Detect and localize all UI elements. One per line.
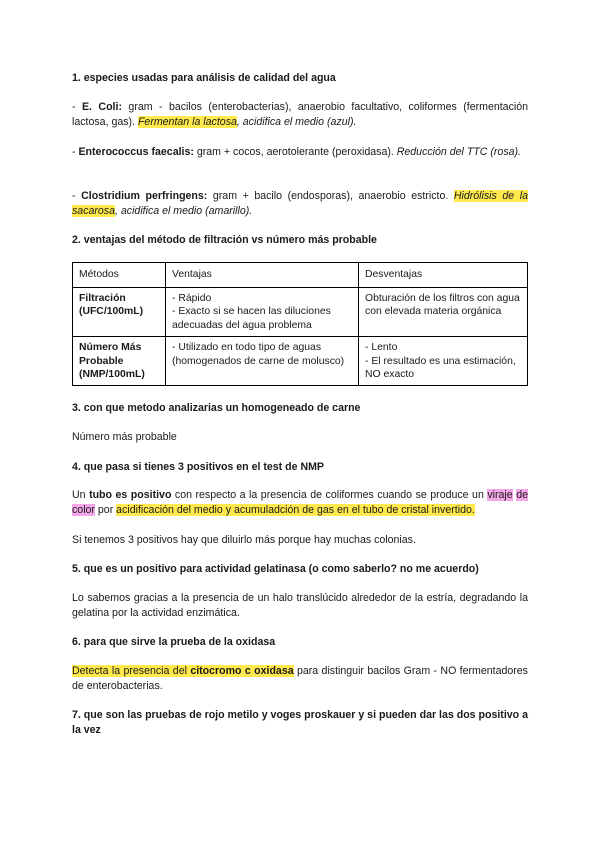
q3-heading: 3. con que metodo analizarias un homogeneado de carne	[72, 402, 361, 414]
methods-table	[72, 262, 528, 386]
q6-answer: Detecta la presencia del citocromo c oxidasa para distinguir bacilos Gram - NO fermentadores de enterobacterias.	[72, 665, 528, 692]
ecoli-name: E. Coli:	[81, 101, 122, 113]
method-cell: Filtración (UFC/100mL)	[73, 288, 166, 337]
q6-heading: 6. para que sirve la prueba de la oxidasa	[72, 636, 276, 648]
disadvantages-cell: Obturación de los filtros con agua con elevada materia orgánica	[359, 288, 528, 337]
q1-clostridium-paragraph: - Clostridium perfringens: gram + bacilo (endosporas), anaerobio estricto. Hidrólisis de la sacarosa, acidifica el medio (amarillo).	[72, 190, 528, 217]
advantages-cell: - Utilizado en todo tipo de aguas (homogenados de carne de molusco)	[166, 337, 359, 386]
advantages-cell: - Rápido - Exacto si se hacen las diluciones adecuadas del agua problema	[166, 288, 359, 337]
q3-answer: Número más probable	[72, 431, 177, 443]
table-header: Desventajas	[359, 263, 528, 288]
q1-ecoli-paragraph: - E. Coli: gram - bacilos (enterobacterias), anaerobio facultativo, coliformes (fermentación lactosa, gas). Fermentan la lactosa, acidifica el medio (azul).	[72, 101, 528, 128]
q4-heading: 4. que pasa si tienes 3 positivos en el test de NMP	[72, 461, 324, 473]
table-row	[73, 337, 528, 386]
enterococcus-name: Enterococcus faecalis:	[78, 146, 194, 158]
clostridium-highlight: Hidrólisis de la sacarosa	[72, 190, 528, 217]
q1-enterococcus-paragraph: - Enterococcus faecalis: gram + cocos, aerotolerante (peroxidasa). Reducción del TTC (rosa).	[72, 146, 521, 158]
yellow-highlight-bold: citocromo c oxidasa	[190, 665, 294, 677]
yellow-highlight: acidificación del medio y acumuladción de gas en el tubo de cristal invertido.	[116, 504, 475, 516]
table-row	[73, 288, 528, 337]
q2-heading: 2. ventajas del método de filtración vs número más probable	[72, 234, 377, 246]
table-header: Ventajas	[166, 263, 359, 288]
q4-paragraph-2: Si tenemos 3 positivos hay que diluirlo más porque hay muchas colonias.	[72, 534, 416, 546]
clostridium-name: Clostridium perfringens:	[81, 190, 208, 202]
q4-paragraph-1: Un tubo es positivo con respecto a la presencia de coliformes cuando se produce un viraje de color por acidificación del medio y acumuladción de gas en el tubo de cristal invertido.	[72, 489, 528, 516]
q5-heading: 5. que es un positivo para actividad gelatinasa (o como saberlo? no me acuerdo)	[72, 563, 479, 575]
yellow-highlight: Detecta la presencia del	[72, 665, 191, 677]
pink-highlight: de color	[72, 489, 528, 516]
q1-heading: 1. especies usadas para análisis de calidad del agua	[72, 72, 336, 84]
method-cell: Número Más Probable (NMP/100mL)	[73, 337, 166, 386]
q5-answer: Lo sabemos gracias a la presencia de un halo translúcido alrededor de la estría, degradando la gelatina por la actividad enzimática.	[72, 592, 528, 619]
q7-heading: 7. que son las pruebas de rojo metilo y voges proskauer y si pueden dar las dos positivo a la vez	[72, 709, 528, 736]
disadvantages-cell: - Lento - El resultado es una estimación, NO exacto	[359, 337, 528, 386]
table-header-row	[73, 263, 528, 288]
table-header: Métodos	[73, 263, 166, 288]
ecoli-highlight: Fermentan la lactosa	[137, 116, 237, 128]
pink-highlight: viraje	[487, 489, 513, 501]
